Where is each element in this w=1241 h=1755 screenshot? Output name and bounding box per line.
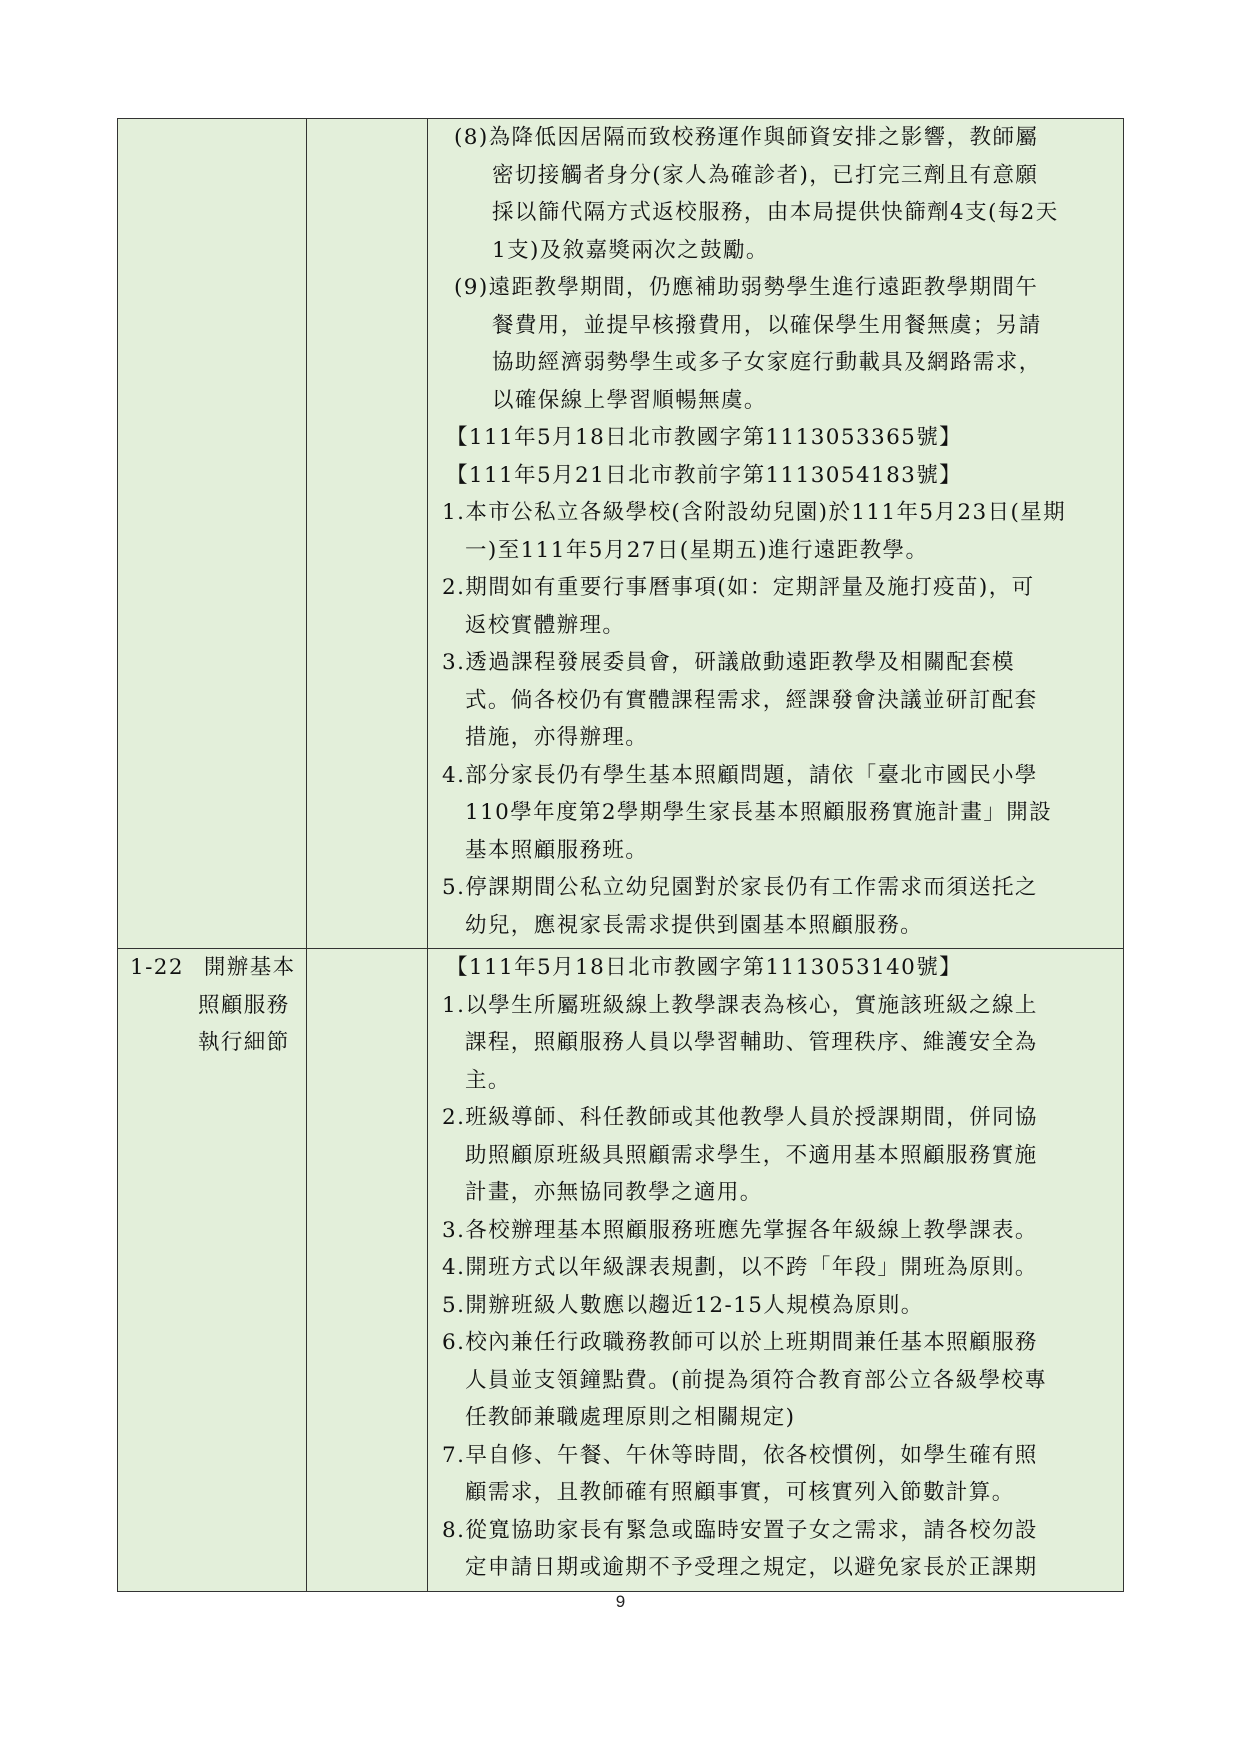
text-line: 5.停課期間公私立幼兒園對於家長仍有工作需求而須送托之	[442, 875, 1038, 900]
text-line: 助照顧原班級具照顧需求學生，不適用基本照顧服務實施	[465, 1142, 1038, 1168]
text-line: 定申請日期或逾期不予受理之規定，以避免家長於正課期	[465, 1555, 1038, 1580]
text-line: 協助經濟弱勢學生或多子女家庭行動載具及網路需求，	[492, 350, 1042, 375]
document-reference: 【111年5月18日北市教國字第1113053140號】	[446, 955, 963, 980]
topic-title-line: 照顧服務	[198, 992, 290, 1018]
text-line: 2.期間如有重要行事曆事項(如：定期評量及施打疫苗)，可	[442, 575, 1035, 600]
text-line: 1支)及敘嘉獎兩次之鼓勵。	[492, 237, 769, 263]
text-line: 餐費用，並提早核撥費用，以確保學生用餐無虞；另請	[492, 312, 1042, 338]
empty-cell	[307, 119, 428, 949]
page-number: 9	[615, 1592, 626, 1611]
text-line: 1.以學生所屬班級線上教學課表為核心，實施該班級之線上	[442, 992, 1038, 1018]
text-line: 5.開辦班級人數應以趨近12-15人規模為原則。	[442, 1292, 924, 1318]
text-line: 式。倘各校仍有實體課程需求，經課發會決議並研訂配套	[465, 687, 1038, 713]
text-line: 顧需求，且教師確有照顧事實，可核實列入節數計算。	[465, 1480, 1015, 1505]
text-line: 採以篩代隔方式返校服務，由本局提供快篩劑4支(每2天	[492, 200, 1059, 225]
measures-table	[117, 118, 1124, 1592]
content-cell	[428, 119, 1124, 949]
text-line: 3.各校辦理基本照顧服務班應先掌握各年級線上教學課表。	[442, 1217, 1038, 1243]
text-line: 計畫，亦無協同教學之適用。	[465, 1180, 763, 1205]
text-line: 一)至111年5月27日(星期五)進行遠距教學。	[465, 537, 929, 563]
topic-cell	[118, 949, 307, 1592]
text-line: 8.從寬協助家長有緊急或臨時安置子女之需求，請各校勿設	[442, 1517, 1038, 1543]
empty-cell	[307, 949, 428, 1592]
topic-number: 1-22	[130, 955, 184, 980]
text-line: 措施，亦得辦理。	[465, 725, 649, 750]
text-line: 密切接觸者身分(家人為確診者)，已打完三劑且有意願	[492, 162, 1039, 188]
text-line: 幼兒，應視家長需求提供到園基本照顧服務。	[465, 912, 924, 938]
text-line: (8)為降低因居隔而致校務運作與師資安排之影響，教師屬	[454, 125, 1039, 150]
text-line: 7.早自修、午餐、午休等時間，依各校慣例，如學生確有照	[442, 1442, 1038, 1468]
document-reference: 【111年5月21日北市教前字第1113054183號】	[446, 462, 963, 488]
text-line: 4.開班方式以年級課表規劃，以不跨「年段」開班為原則。	[442, 1255, 1038, 1280]
text-line: 基本照顧服務班。	[465, 837, 649, 863]
text-line: 3.透過課程發展委員會，研議啟動遠距教學及相關配套模	[442, 650, 1015, 675]
text-line: 返校實體辦理。	[465, 612, 626, 638]
text-line: 1.本市公私立各級學校(含附設幼兒園)於111年5月23日(星期	[442, 500, 1067, 525]
text-line: 課程，照顧服務人員以學習輔助、管理秩序、維護安全為	[465, 1030, 1038, 1055]
table-row	[118, 949, 1124, 1592]
text-line: 人員並支領鐘點費。(前提為須符合教育部公立各級學校專	[465, 1367, 1048, 1393]
text-line: 以確保線上學習順暢無虞。	[492, 387, 767, 413]
text-line: 6.校內兼任行政職務教師可以於上班期間兼任基本照顧服務	[442, 1330, 1038, 1355]
text-line: 任教師兼職處理原則之相關規定)	[465, 1405, 796, 1430]
text-line: 110學年度第2學期學生家長基本照顧服務實施計畫」開設	[465, 800, 1053, 825]
content-cell	[428, 949, 1124, 1592]
table-row	[118, 119, 1124, 949]
topic-title-line: 開辦基本	[203, 955, 296, 980]
text-line: 主。	[465, 1067, 511, 1093]
document-reference: 【111年5月18日北市教國字第1113053365號】	[446, 425, 963, 450]
text-line: (9)遠距教學期間，仍應補助弱勢學生進行遠距教學期間午	[454, 275, 1039, 300]
text-line: 2.班級導師、科任教師或其他教學人員於授課期間，併同協	[442, 1105, 1038, 1130]
topic-cell	[118, 119, 307, 949]
text-line: 4.部分家長仍有學生基本照顧問題，請依「臺北市國民小學	[442, 762, 1038, 788]
topic-title-line: 執行細節	[198, 1030, 290, 1055]
